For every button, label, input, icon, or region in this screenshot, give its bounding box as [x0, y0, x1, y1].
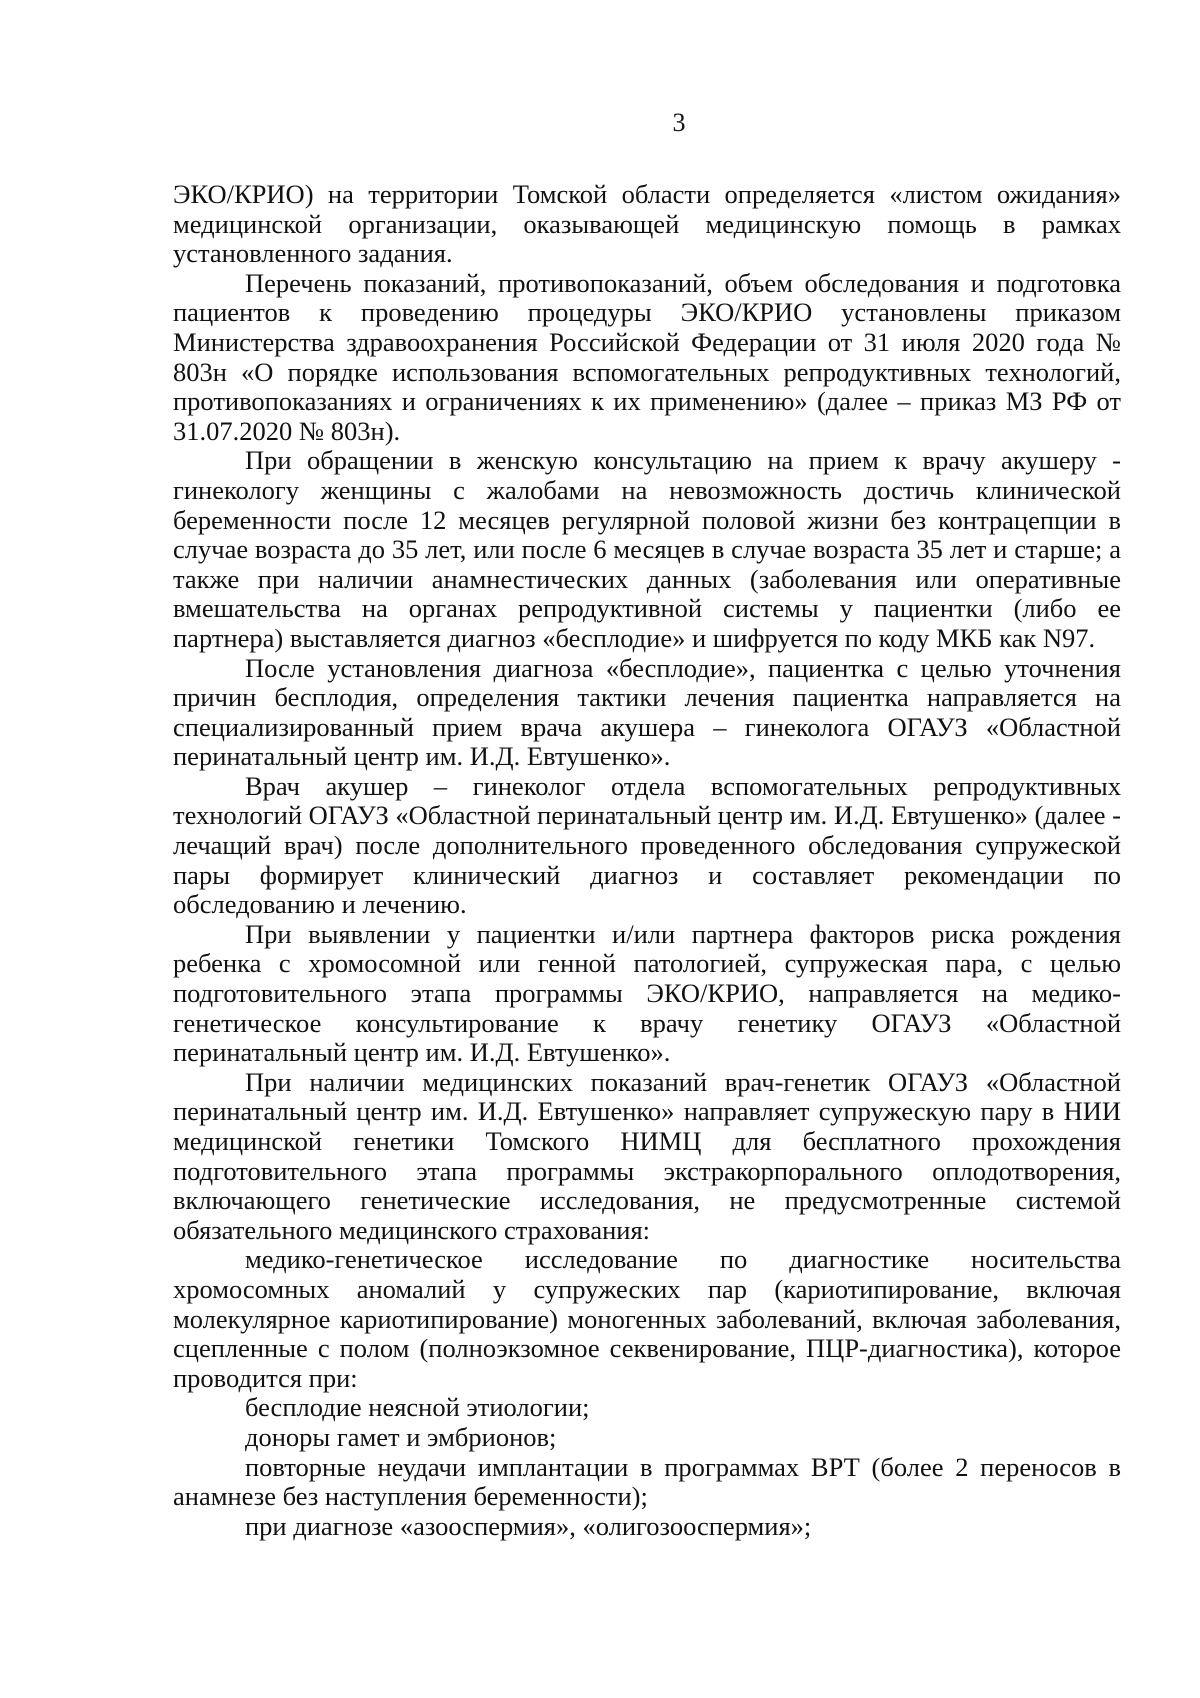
paragraph-referral-perinatal-center: После установления диагноза «бесплодие», пациентка с целью уточнения причин бесплодия, определения тактики лечения пациентка направляется на специализированный прием врача акушера – гинеколога ОГАУЗ «Областной перинатальный центр им. И.Д. Евтушенко».: [173, 652, 1121, 772]
list-item: повторные неудачи имплантации в программах ВРТ (более 2 переносов в анамнезе без наступления беременности);: [173, 1451, 1121, 1512]
paragraph-genetic-counseling: При выявлении у пациентки и/или партнера факторов риска рождения ребенка с хромосомной или генной патологией, супружеская пара, с целью подготовительного этапа программы ЭКО/КРИО, направляется на медико-генетическое консультирование к врачу генетику ОГАУЗ «Областной перинатальный центр им. И.Д. Евтушенко».: [173, 918, 1121, 1068]
paragraph-genetic-testing: медико-генетическое исследование по диагностике носительства хромосомных аномалий у супружеских пар (кариотипирование, включая молекулярное кариотипирование) моногенных заболеваний, включая заболевания, сцепленные с полом (полноэкзомное секвенирование, ПЦР-диагностика), которое проводится при:: [173, 1244, 1121, 1393]
paragraph-attending-physician: Врач акушер – гинеколог отдела вспомогательных репродуктивных технологий ОГАУЗ «Областной перинатальный центр им. И.Д. Евтушенко» (далее - лечащий врач) после дополнительного проведенного обследования супружеской пары формирует клинический диагноз и составляет рекомендации по обследованию и лечению.: [173, 770, 1121, 920]
list-item: бесплодие неясной этиологии;: [245, 1392, 590, 1423]
paragraph-continuation: ЭКО/КРИО) на территории Томской области определяется «листом ожидания» медицинской организации, оказывающей медицинскую помощь в рамках установленного задания.: [173, 179, 1121, 269]
paragraph-genetics-institute: При наличии медицинских показаний врач-генетик ОГАУЗ «Областной перинатальный центр им. И.Д. Евтушенко» направляет супружескую пару в НИИ медицинской генетики Томского НИМЦ для бесплатного прохождения подготовительного этапа программы экстракорпорального оплодотворения, включающего генетические исследования, не предусмотренные системой обязательного медицинского страхования:: [173, 1066, 1121, 1245]
list-item: доноры гамет и эмбрионов;: [245, 1421, 557, 1452]
page-number: 3: [672, 108, 686, 137]
document-body: [173, 180, 1121, 1541]
list-item: при диагнозе «азооспермия», «олигозооспермия»;: [245, 1510, 812, 1541]
paragraph-indications-list: Перечень показаний, противопоказаний, объем обследования и подготовка пациентов к проведению процедуры ЭКО/КРИО установлены приказом Министерства здравоохранения Российской Федерации от 31 июля 2020 года № 803н «О порядке использования вспомогательных репродуктивных технологий, противопоказаниях и ограничениях к их применению» (далее – приказ МЗ РФ от 31.07.2020 № 803н).: [173, 267, 1121, 446]
paragraph-infertility-diagnosis: При обращении в женскую консультацию на прием к врачу акушеру - гинекологу женщины с жалобами на невозможность достичь клинической беременности после 12 месяцев регулярной половой жизни без контрацепции в случае возраста до 35 лет, или после 6 месяцев в случае возраста 35 лет и старше; а также при наличии анамнестических данных (заболевания или оперативные вмешательства на органах репродуктивной системы у пациентки (либо ее партнера) выставляется диагноз «бесплодие» и шифруется по коду МКБ как N97.: [173, 445, 1121, 653]
